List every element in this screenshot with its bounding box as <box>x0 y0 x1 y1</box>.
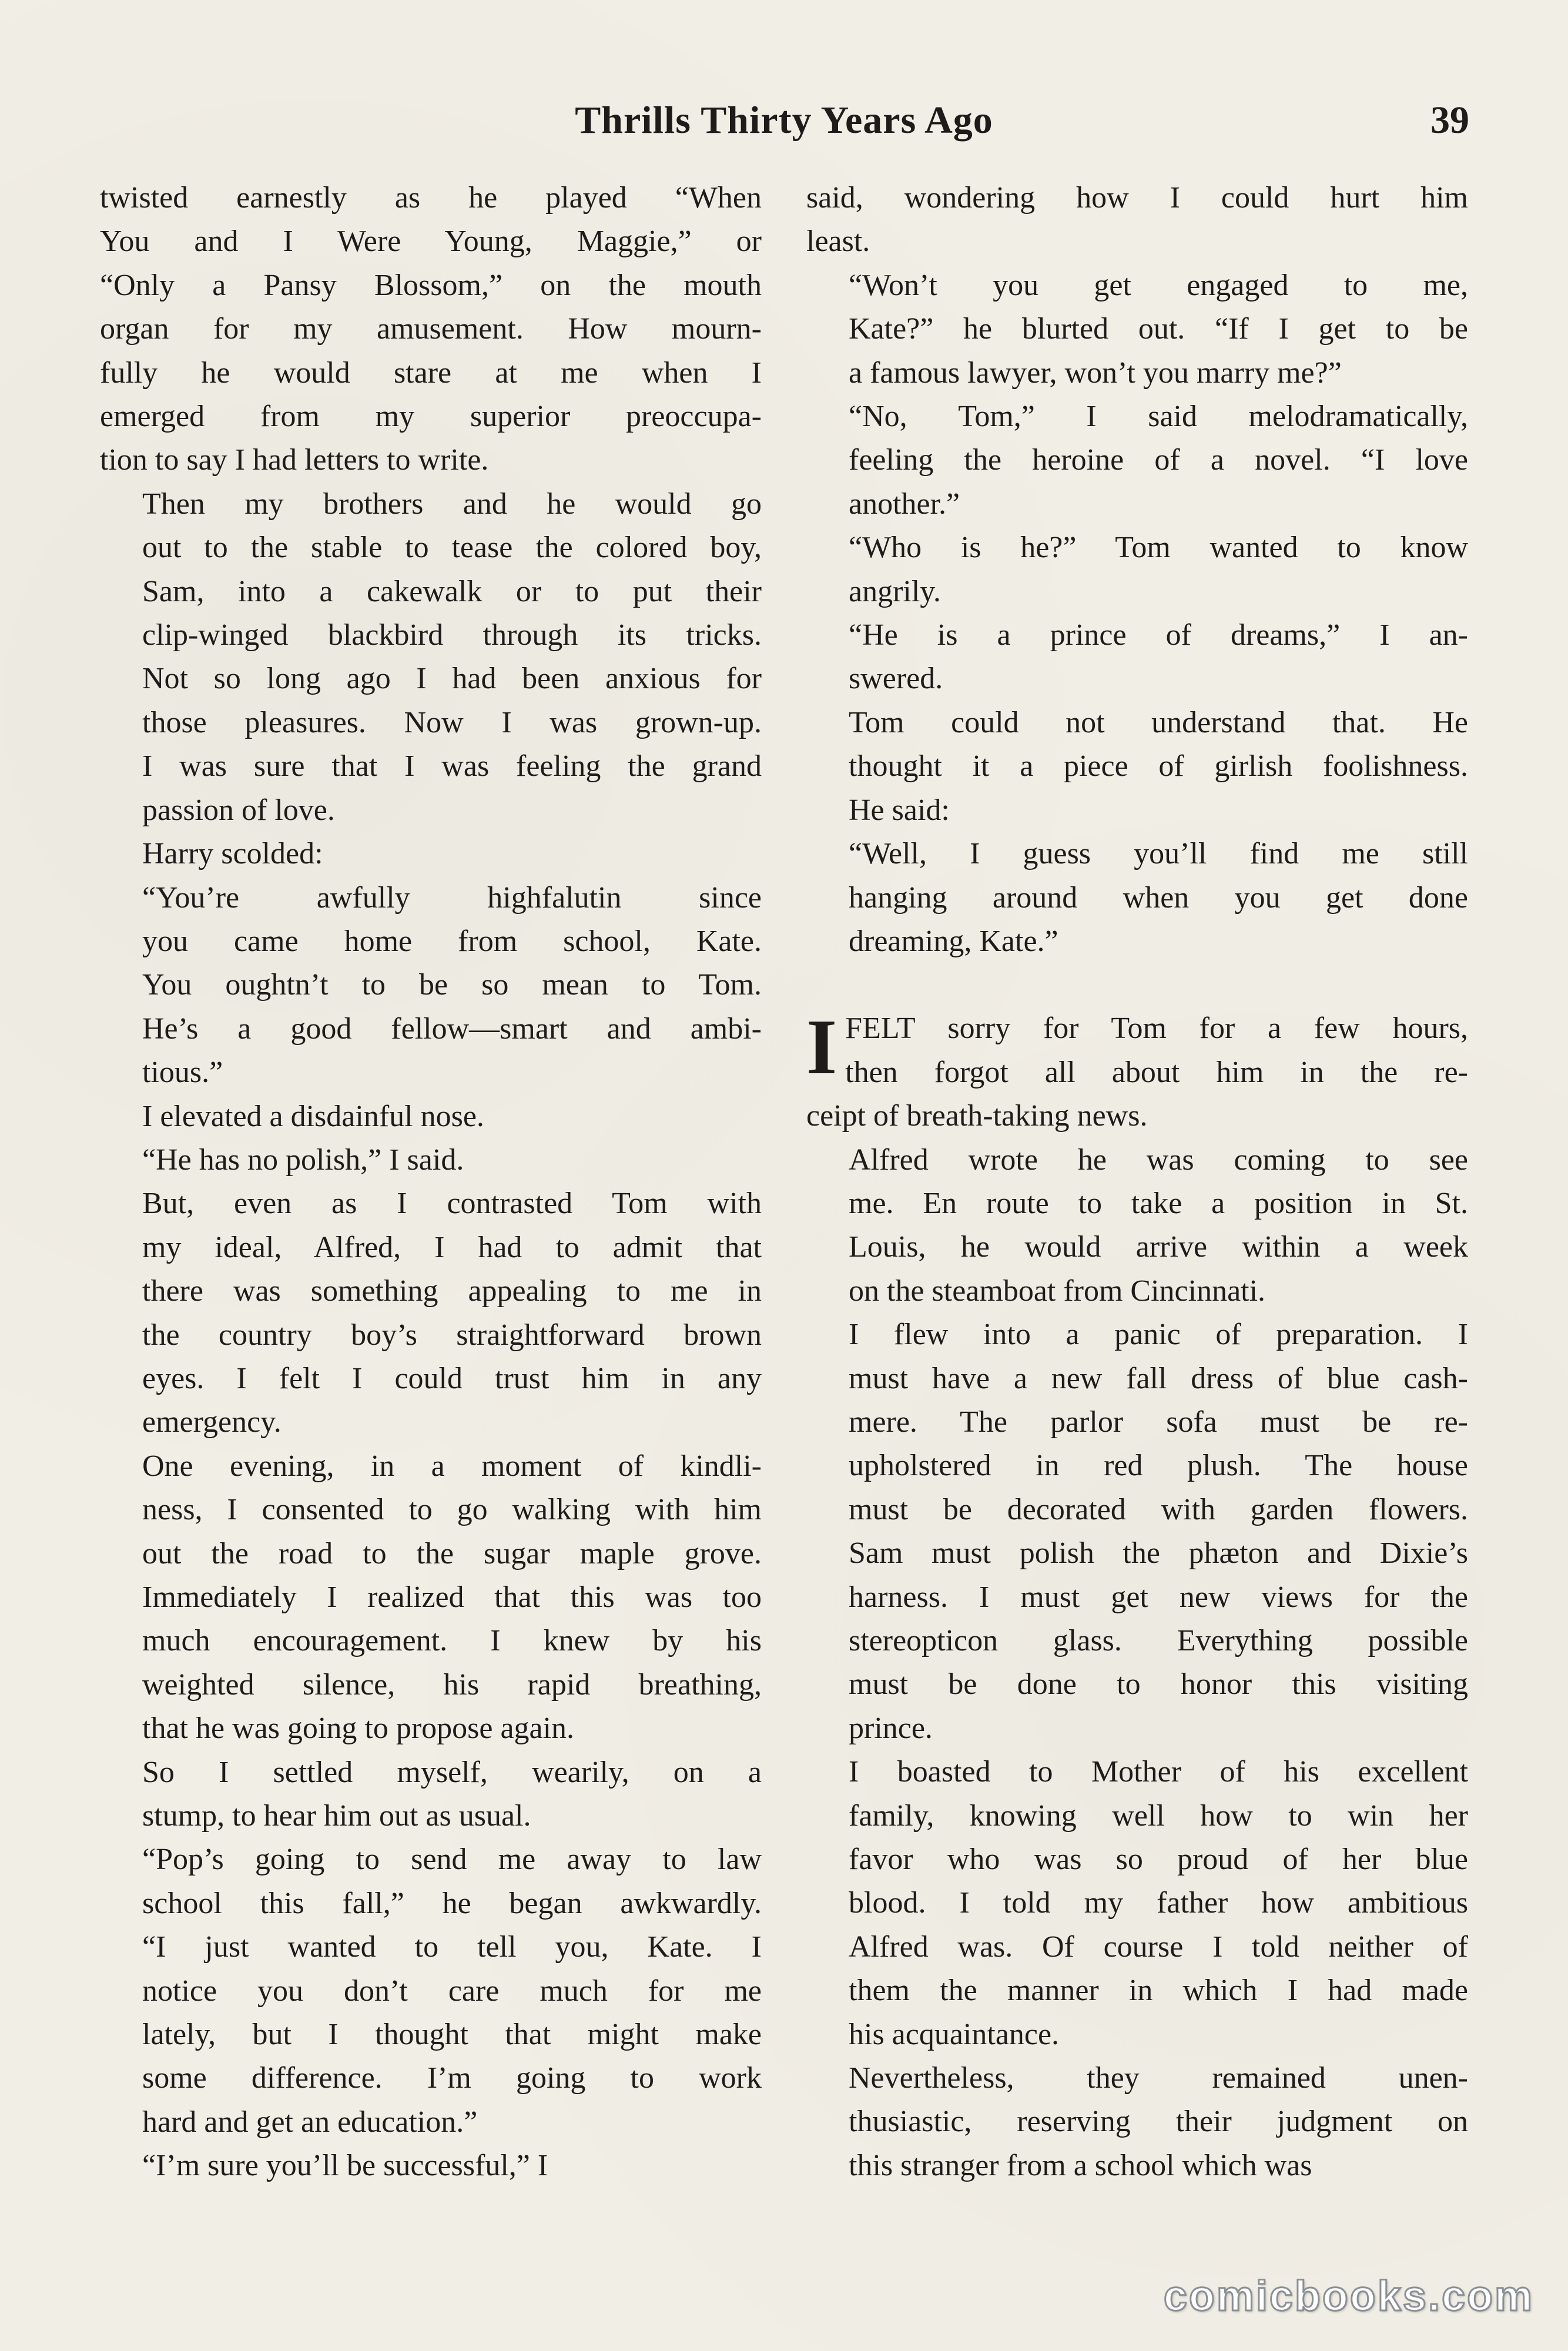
text-line: mere. The parlor sofa must be re- <box>849 1405 1468 1439</box>
paragraph <box>100 1095 762 1138</box>
text-line: this stranger from a school which was <box>849 2148 1312 2182</box>
text-line: I was sure that I was feeling the grand <box>142 749 762 783</box>
text-line: tious.” <box>142 1056 223 1090</box>
paragraph <box>100 832 762 876</box>
text-line: I boasted to Mother of his excellent <box>849 1755 1468 1789</box>
text-line: must have a new fall dress of blue cash- <box>849 1361 1468 1395</box>
text-line: those pleasures. Now I was grown-up. <box>142 705 762 739</box>
text-line: “He has no polish,” I said. <box>142 1143 464 1177</box>
text-line: Alfred was. Of course I told neither of <box>849 1930 1468 1964</box>
text-line: notice you don’t care much for me <box>142 1974 762 2008</box>
text-line: must be decorated with garden flowers. <box>849 1492 1468 1526</box>
text-line: FELT sorry for Tom for a few hours, <box>845 1012 1468 1046</box>
page-title: Thrills Thirty Years Ago <box>575 99 993 142</box>
text-line: then forgot all about him in the re- <box>845 1055 1468 1089</box>
paragraph <box>100 2144 762 2188</box>
paragraph <box>806 614 1468 701</box>
page-number: 39 <box>1430 99 1469 142</box>
text-line: “He is a prince of dreams,” I an- <box>849 618 1468 652</box>
text-line: eyes. I felt I could trust him in any <box>142 1361 762 1395</box>
paragraph <box>806 701 1468 832</box>
text-line: harness. I must get new views for the <box>849 1580 1468 1614</box>
text-line: fully he would stare at me when I <box>100 356 762 390</box>
text-line: But, even as I contrasted Tom with <box>142 1187 762 1221</box>
text-line: Not so long ago I had been anxious for <box>142 662 762 696</box>
text-line: “You’re awfully highfalutin since <box>142 880 762 915</box>
text-line: Louis, he would arrive within a week <box>849 1230 1468 1264</box>
text-line: Kate?” he blurted out. “If I get to be <box>849 312 1468 346</box>
paragraph <box>100 1445 762 1751</box>
text-line: you came home from school, Kate. <box>142 924 762 958</box>
paragraph <box>100 176 762 483</box>
text-line: passion of love. <box>142 793 335 827</box>
text-line: “I just wanted to tell you, Kate. I <box>142 1930 762 1964</box>
paragraph <box>100 1838 762 2144</box>
text-line: angrily. <box>849 574 941 608</box>
text-line: twisted earnestly as he played “When <box>100 181 762 215</box>
right-column-part-2 <box>806 1138 1468 2188</box>
text-line: emerged from my superior preoccupa- <box>100 400 762 434</box>
text-line: them the manner in which I had made <box>849 1974 1468 2008</box>
right-column-part-1 <box>806 176 1468 963</box>
text-line: the country boy’s straightforward brown <box>142 1318 762 1352</box>
text-line: thought it a piece of girlish foolishness. <box>849 749 1468 783</box>
paragraph <box>806 176 1468 264</box>
text-line: there was something appealing to me in <box>142 1274 762 1308</box>
right-column <box>806 176 1468 2188</box>
text-line: organ for my amusement. How mourn- <box>100 312 762 346</box>
text-line: swered. <box>849 662 943 696</box>
running-head <box>0 94 1568 147</box>
paragraph <box>806 1138 1468 1314</box>
text-line: stump, to hear him out as usual. <box>142 1799 531 1833</box>
text-line: favor who was so proud of her blue <box>849 1843 1468 1877</box>
text-line: hanging around when you get done <box>849 880 1468 915</box>
text-line: must be done to honor this visiting <box>849 1667 1468 1702</box>
paragraph <box>806 395 1468 526</box>
text-line: upholstered in red plush. The house <box>849 1449 1468 1483</box>
text-line: “Pop’s going to send me away to law <box>142 1843 762 1877</box>
text-line: some difference. I’m going to work <box>142 2061 762 2095</box>
text-line: tion to say I had letters to write. <box>100 443 489 477</box>
text-line: I elevated a disdainful nose. <box>142 1099 484 1133</box>
text-line: school this fall,” he began awkwardly. <box>142 1886 762 1920</box>
text-line: lately, but I thought that might make <box>142 2018 762 2052</box>
text-line: You oughtn’t to be so mean to Tom. <box>142 968 762 1002</box>
text-line: “I’m sure you’ll be successful,” I <box>142 2149 548 2183</box>
drop-cap: I <box>806 1003 837 1091</box>
text-line: my ideal, Alfred, I had to admit that <box>142 1230 762 1264</box>
text-line: He said: <box>849 793 950 827</box>
text-line: “Only a Pansy Blossom,” on the mouth <box>100 268 762 302</box>
text-line: One evening, in a moment of kindli- <box>142 1449 762 1483</box>
text-line: said, wondering how I could hurt him <box>806 181 1468 215</box>
text-line: “No, Tom,” I said melodramatically, <box>849 400 1468 434</box>
paragraph <box>100 1138 762 1182</box>
watermark-logo: comicbooks.com <box>1163 2273 1534 2320</box>
text-line: out the road to the sugar maple grove. <box>142 1536 762 1570</box>
paragraph <box>806 1750 1468 2057</box>
left-column <box>100 176 762 2188</box>
text-line: Sam must polish the phæton and Dixie’s <box>849 1536 1468 1570</box>
text-line: dreaming, Kate.” <box>849 924 1058 958</box>
paragraph <box>100 1182 762 1444</box>
text-line: thusiastic, reserving their judgment on <box>849 2105 1468 2139</box>
text-line: weighted silence, his rapid breathing, <box>142 1667 762 1702</box>
text-line: a famous lawyer, won’t you marry me?” <box>849 356 1342 390</box>
text-line: prince. <box>849 1711 933 1745</box>
text-line: I flew into a panic of preparation. I <box>849 1318 1468 1352</box>
paragraph <box>806 832 1468 963</box>
paragraph <box>806 1313 1468 1750</box>
text-line: family, knowing well how to win her <box>849 1799 1468 1833</box>
text-line: clip-winged blackbird through its tricks. <box>142 618 762 652</box>
paragraph <box>100 1751 762 1838</box>
text-line: “Won’t you get engaged to me, <box>849 268 1468 302</box>
paragraph <box>806 264 1468 395</box>
text-line: Sam, into a cakewalk or to put their <box>142 574 762 608</box>
text-line: hard and get an education.” <box>142 2105 478 2139</box>
text-line: that he was going to propose again. <box>142 1712 575 1746</box>
text-line: least. <box>806 225 870 259</box>
text-line: much encouragement. I knew by his <box>142 1624 762 1658</box>
text-line: stereopticon glass. Everything possible <box>849 1624 1468 1657</box>
text-line: out to the stable to tease the colored boy, <box>142 531 762 565</box>
text-line: ness, I consented to go walking with him <box>142 1493 762 1527</box>
text-line: his acquaintance. <box>849 2017 1060 2051</box>
text-line: emergency. <box>142 1405 282 1439</box>
text-line: You and I Were Young, Maggie,” or <box>100 225 762 259</box>
text-line: on the steamboat from Cincinnati. <box>849 1274 1266 1308</box>
text-line: feeling the heroine of a novel. “I love <box>849 443 1468 477</box>
text-line: another.” <box>849 487 960 521</box>
text-line: Nevertheless, they remained unen- <box>849 2061 1468 2095</box>
section-opening-paragraph <box>806 1003 1468 1138</box>
text-line: blood. I told my father how ambitious <box>849 1886 1468 1920</box>
paragraph <box>100 876 762 1095</box>
text-line: Tom could not understand that. He <box>849 705 1468 739</box>
text-line: So I settled myself, wearily, on a <box>142 1755 762 1789</box>
paragraph <box>806 2057 1468 2188</box>
paragraph <box>100 483 762 832</box>
text-line: “Who is he?” Tom wanted to know <box>849 531 1468 565</box>
text-line: He’s a good fellow—smart and ambi- <box>142 1012 762 1046</box>
text-line: Alfred wrote he was coming to see <box>849 1143 1468 1177</box>
text-line: ceipt of breath-taking news. <box>806 1099 1148 1133</box>
text-line: “Well, I guess you’ll find me still <box>849 837 1468 871</box>
text-line: me. En route to take a position in St. <box>849 1186 1468 1220</box>
text-line: Harry scolded: <box>142 837 323 871</box>
paragraph <box>806 526 1468 614</box>
text-line: Immediately I realized that this was too <box>142 1580 762 1614</box>
text-line: Then my brothers and he would go <box>142 487 762 521</box>
